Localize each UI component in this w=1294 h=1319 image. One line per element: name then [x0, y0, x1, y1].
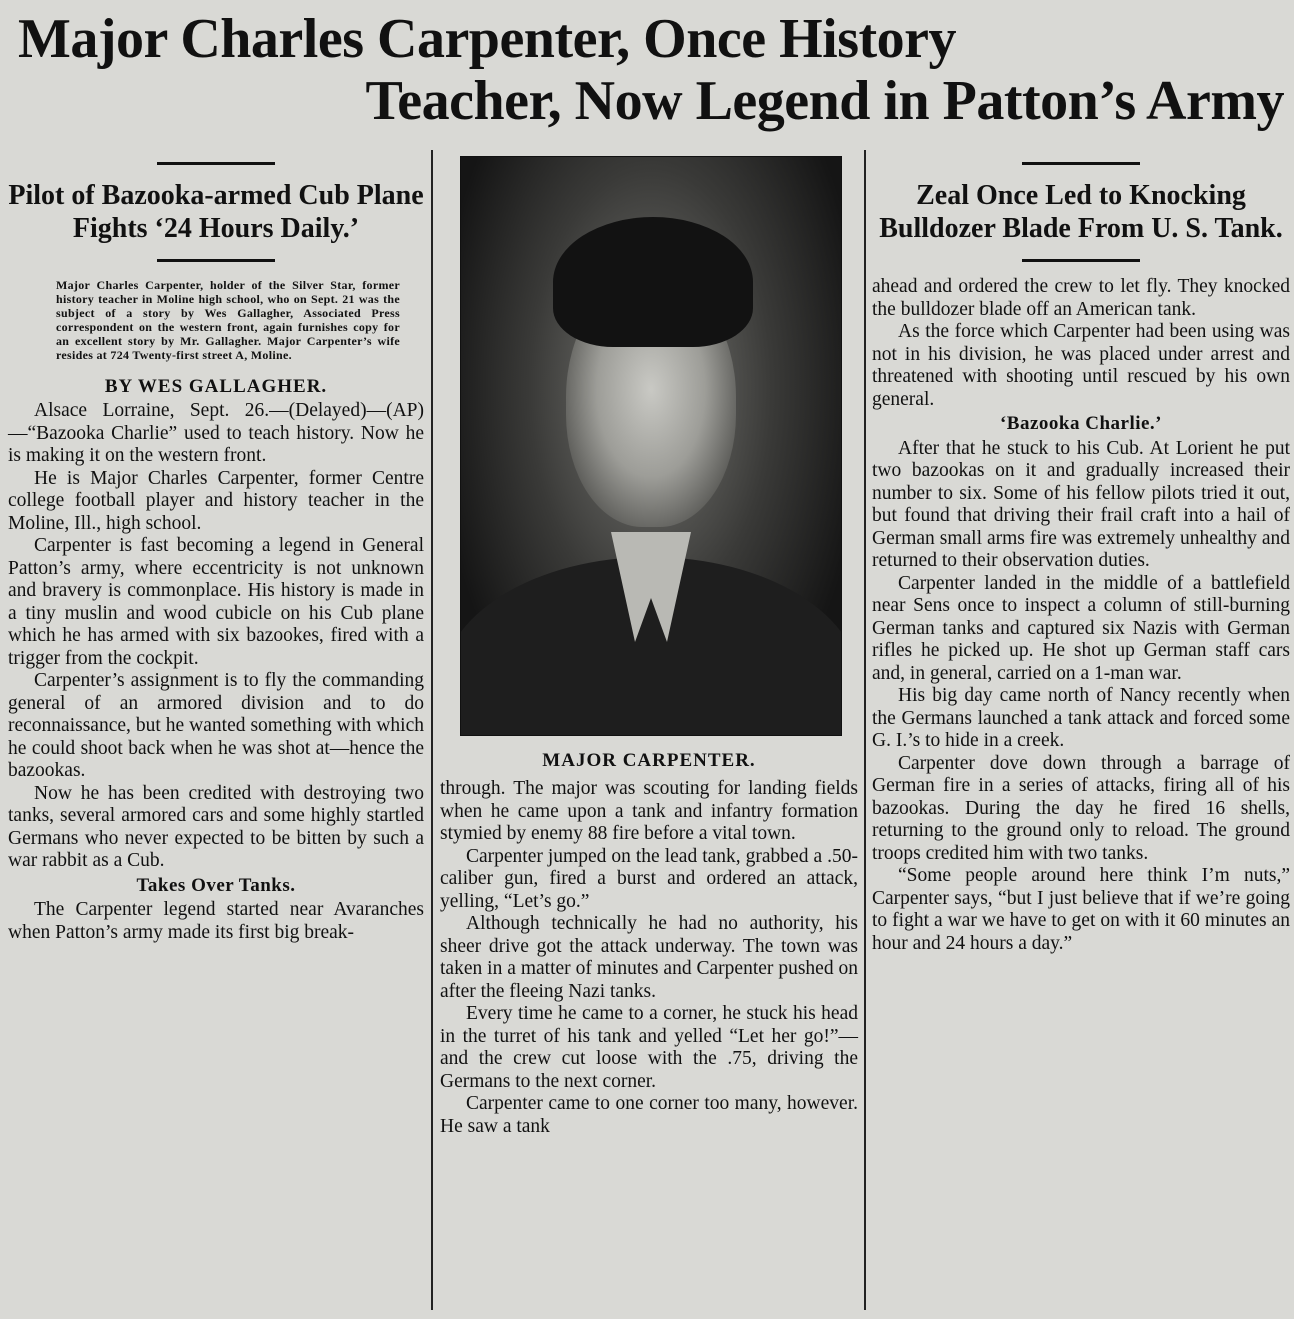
paragraph: Now he has been credited with destroying two tanks, several armored cars and some highly startled Germans who never expected to be bitten by such a war rabbit as a Cub.: [8, 782, 424, 871]
subhead-takes-over-tanks: Takes Over Tanks.: [136, 874, 296, 896]
deck-rule-bottom: [157, 259, 275, 262]
paragraph: through. The major was scouting for landing fields when he came upon a tank and infantry formation stymied by enemy 88 fire before a vital town.: [440, 778, 858, 844]
paragraph: Although technically he had no authority, his sheer drive got the attack underway. The town was taken in a matter of minutes and Carpenter pushed on after the fleeing Nazi tanks.: [440, 913, 858, 1002]
paragraph: ahead and ordered the crew to let fly. They knocked the bulldozer blade off an American tank.: [872, 276, 1290, 320]
paragraph: Carpenter landed in the middle of a battlefield near Sens once to inspect a column of still-burning German tanks and captured six Nazis with German rifles he picked up. He shot up German staff cars and, in general, carried on a 1-man war.: [872, 572, 1290, 684]
paragraph: As the force which Carpenter had been using was not in his division, he was placed under arrest and threatened with shooting until rescued by his own general.: [872, 321, 1290, 410]
column-divider-1: [431, 150, 433, 1310]
paragraph: Every time he came to a corner, he stuck his head in the turret of his tank and yelled “Let her go!”—and the crew cut loose with the .75, driving the Germans to the next corner.: [440, 1003, 858, 1092]
subhead-bazooka-charlie: ‘Bazooka Charlie.’: [999, 413, 1163, 434]
paragraph: Carpenter dove down through a barrage of German fire in a series of attacks, firing all of his bazookas. During the day he fired 16 shells, returning to the ground only to reload. The ground troops credited him with two tanks.: [872, 752, 1290, 864]
paragraph: Carpenter’s assignment is to fly the commanding general of an armored division and to do reconnaissance, but he wanted something with which he could shoot back when he was shot at—hence the bazookas.: [8, 670, 424, 781]
paragraph: Carpenter came to one corner too many, however. He saw a tank: [440, 1093, 858, 1137]
deck-rule-top: [1022, 162, 1140, 165]
column-right: [872, 148, 1290, 955]
column-left: [8, 148, 424, 944]
article-body-col2: [440, 778, 858, 1138]
deck-rule-top: [157, 162, 275, 165]
paragraph: Carpenter jumped on the lead tank, grabbed a .50-caliber gun, fired a burst and ordered an attack, yelling, “Let’s go.”: [440, 845, 858, 912]
article-body-col3: [872, 276, 1290, 955]
deck-rule-bottom: [1022, 259, 1140, 262]
column-divider-2: [864, 150, 866, 1310]
article-body-col1: [8, 400, 424, 944]
paragraph: His big day came north of Nancy recently when the Germans launched a tank attack and forced some G. I.’s to hide in a creek.: [872, 685, 1290, 751]
headline-line-2: Teacher, Now Legend in Patton’s Army: [365, 70, 1284, 132]
intro-note: Major Charles Carpenter, holder of the Silver Star, former history teacher in Moline high school, who on Sept. 21 was the subject of a story by Wes Gallagher, Associated Press correspondent on the western front, again furnishes copy for an excellent story by Mr. Gallagher. Major Carpenter’s wife resides at 724 Twenty-first street A, Moline.: [56, 278, 400, 362]
photo-caption: MAJOR CARPENTER.: [542, 750, 756, 771]
paragraph: Carpenter is fast becoming a legend in General Patton’s army, where eccentricity is not unknown and bravery is commonplace. His history is made in a tiny muslin and wood cubicle on his Cub plane which he has armed with six bazookes, fired with a trigger from the cockpit.: [8, 535, 424, 669]
left-deck: Pilot of Bazooka-armed Cub Plane Fights ‘24 Hours Daily.’: [8, 180, 424, 244]
paragraph: Alsace Lorraine, Sept. 26.—(Delayed)—(AP)—“Bazooka Charlie” used to teach history. Now he is making it on the western front.: [8, 400, 424, 466]
paragraph: After that he stuck to his Cub. At Lorient he put two bazookas on it and gradually increased their number to six. Some of his fellow pilots tried it out, but found that driving their frail craft into a hail of German small arms fire was extremely unhealthy and returned to their observation duties.: [872, 437, 1290, 571]
byline: BY WES GALLAGHER.: [104, 376, 328, 397]
portrait-photo: [460, 156, 842, 736]
headline-line-1: Major Charles Carpenter, Once History: [18, 8, 956, 70]
paragraph: He is Major Charles Carpenter, former Centre college football player and history teacher in the Moline, Ill., high school.: [8, 467, 424, 534]
paragraph: “Some people around here think I’m nuts,” Carpenter says, “but I just believe that if we’re going to fight a war we have to get on with it 60 minutes an hour and 24 hours a day.”: [872, 865, 1290, 954]
photo-hair: [553, 217, 753, 347]
headline: [8, 8, 1288, 132]
right-deck: Zeal Once Led to Knocking Bulldozer Blade From U. S. Tank.: [879, 180, 1283, 244]
column-middle: [440, 148, 858, 1138]
paragraph: The Carpenter legend started near Avaranches when Patton’s army made its first big break-: [8, 899, 424, 943]
